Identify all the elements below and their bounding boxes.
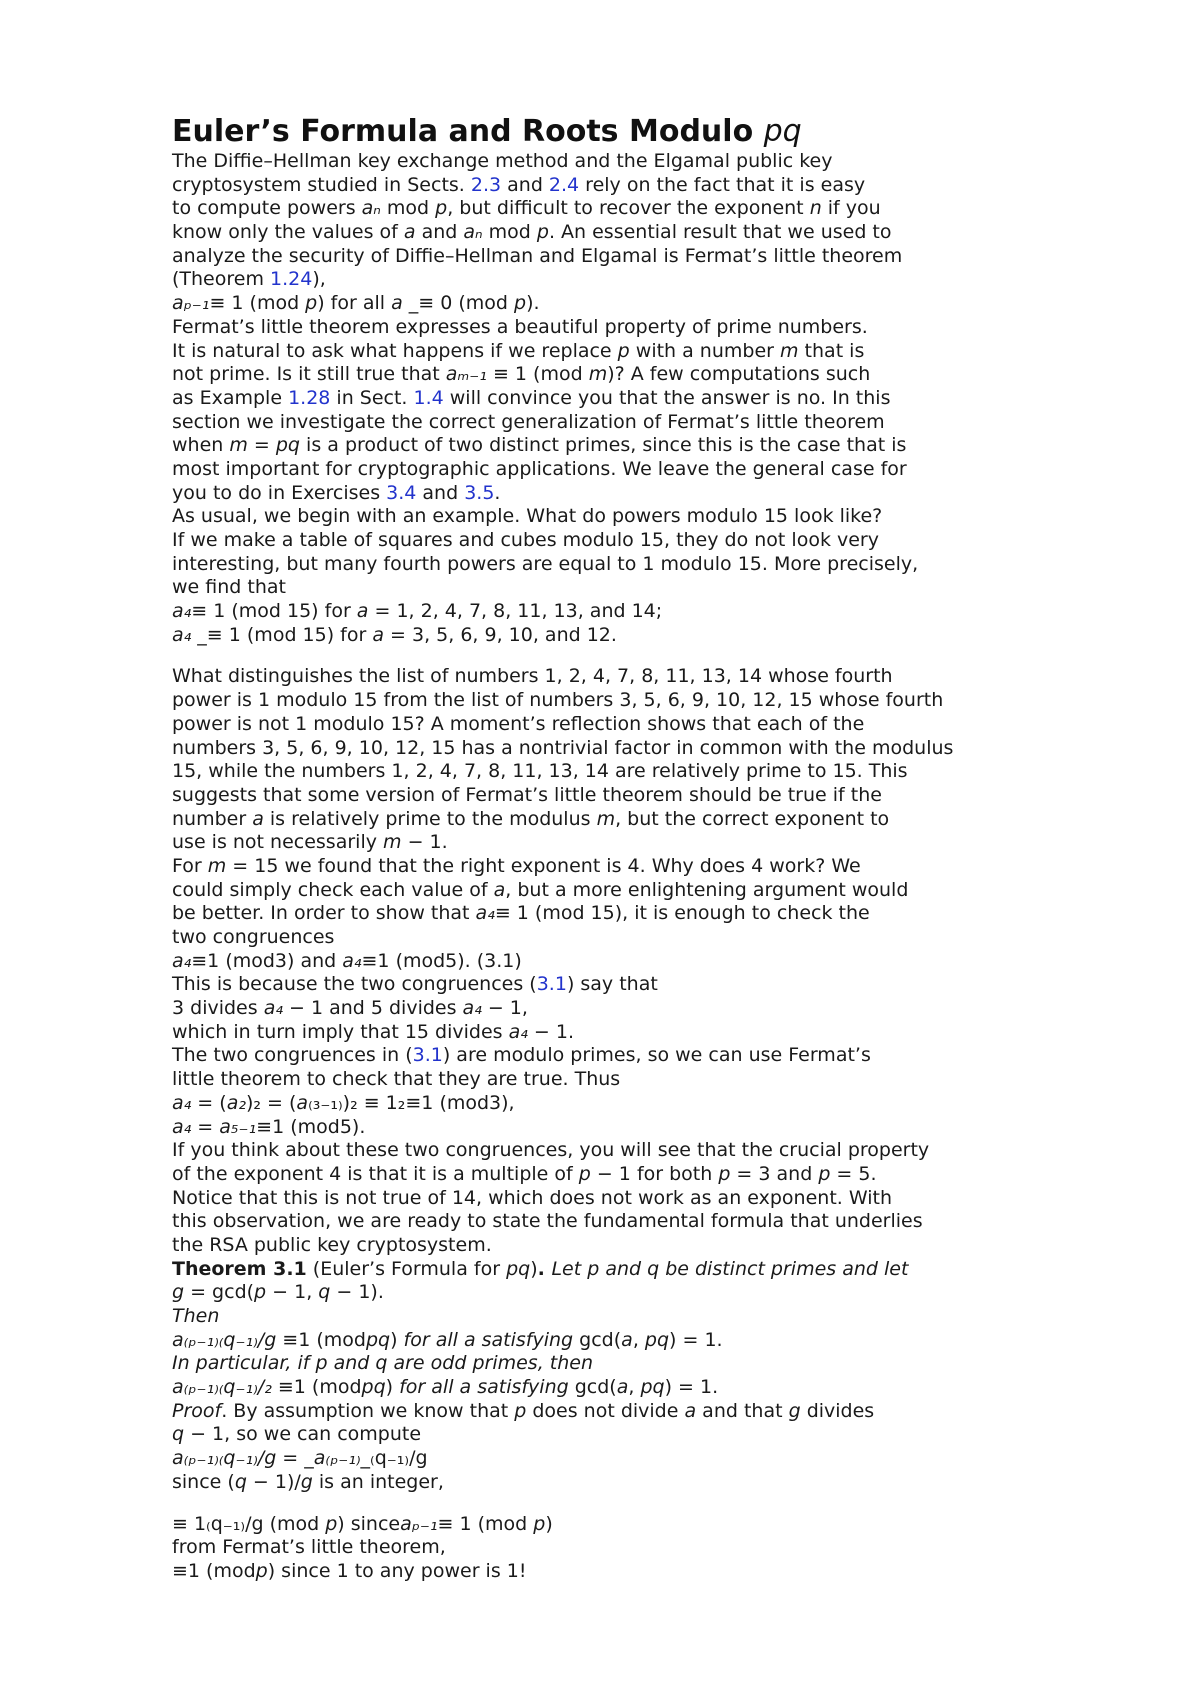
text-span: a₄ [342,949,362,972]
text-span: analyze the security of Diffie–Hellman and Elgamal is Fermat’s little theorem [172,244,903,267]
text-span: and [416,481,465,504]
text-span: a₄ [462,997,482,1020]
text-line [172,387,1072,411]
text-span: If we make a table of squares and cubes modulo 15, they do not look very [172,529,879,551]
text-span: ) since 1 to any power is 1! [267,1559,527,1582]
text-line [172,689,1072,713]
text-line [172,713,1072,737]
text-line [172,760,1072,784]
text-span: (Euler’s Formula for [306,1257,507,1280]
text-span: from Fermat’s little theorem, [172,1536,446,1559]
text-span: a [493,878,506,901]
text-span: = 3 and [730,1162,819,1185]
text-span: − 1. [527,1020,575,1043]
text-span: − 1). [330,1281,384,1304]
text-span: = [247,434,276,457]
text-span: power is not 1 modulo 15? A moment’s reflection shows that each of the [172,712,865,735]
text-span: ≡1 (mod5). (3.1) [361,949,522,972]
cross-reference-link[interactable]: 1.28 [288,386,331,409]
cross-reference-link[interactable]: 2.4 [548,173,580,196]
text-span: ) [530,1257,538,1280]
text-span: p [514,1399,527,1422]
text-span: ≡ 1 (mod [486,363,589,386]
text-span: a₍ₚ₋₁₎₍q₋₁₎/g [172,1328,277,1351]
text-span: q [318,1281,331,1304]
text-line [172,1258,1072,1282]
text-line [172,624,1072,648]
text-span: a₄ [172,949,192,972]
text-line [172,950,1072,974]
text-line [172,1163,1072,1187]
text-line [172,1536,1072,1560]
text-span: a [296,1091,309,1114]
text-span: − 1, [481,997,528,1020]
text-span: p [533,1512,546,1535]
text-span: aₘ₋₁ [445,363,487,386]
title-main: Euler’s Formula and Roots Modulo [172,114,754,149]
text-span: number [172,807,253,830]
text-span: m [207,854,227,877]
text-line [172,576,1072,600]
text-span: could simply check each value of [172,878,494,901]
text-line [172,1400,1072,1424]
text-span: a₍ₚ₋₁₎₍q₋₁₎/g [172,1447,277,1470]
text-span: a [621,1328,633,1351]
text-span: p [254,1281,267,1304]
text-span: q [172,1423,185,1446]
text-span: a₍ₚ₋₁₎₍q₋₁₎/₂ [172,1376,272,1399]
text-span: ) since [337,1512,401,1535]
cross-reference-link[interactable]: 3.1 [412,1044,443,1067]
text-span: little theorem to check that they are true. Thus [172,1068,621,1091]
text-span: numbers 3, 5, 6, 9, 10, 12, 15 has a nontrivial factor in common with the modulus [172,736,954,759]
text-span: m [780,339,799,362]
text-span: m [229,434,248,457]
text-span: ≡ 1 (mod [209,292,306,315]
text-span: ) [545,1512,553,1535]
text-line [172,1044,1072,1068]
text-span: − 1)/ [246,1470,301,1493]
text-span: , [632,1328,645,1351]
text-span: pq [365,1328,391,1351]
text-span: , but the correct exponent to [615,807,890,830]
text-span: p [325,1512,338,1535]
text-span: power is 1 modulo 15 from the list of numbers 3, 5, 6, 9, 10, 12, 15 whose fourth [172,689,944,712]
text-span: n [809,197,822,220]
text-span: ≡1 (mod5). [256,1115,366,1138]
text-line [172,926,1072,950]
text-span: − 1, so we can compute [184,1423,422,1446]
text-span: q [234,1470,247,1493]
text-span: a₅₋₁ [219,1115,257,1138]
text-span: Proof [172,1399,222,1422]
text-span: is an integer, [312,1470,444,1493]
text-span: ≡1 (mod [172,1559,256,1582]
text-line [172,1329,1072,1353]
text-line [172,737,1072,761]
text-line [172,340,1072,364]
text-line [172,1234,1072,1258]
text-line [172,1187,1072,1211]
text-span: and that [696,1399,789,1422]
text-span: pq [644,1328,670,1351]
text-span: . By assumption we know that [221,1399,515,1422]
text-span: will convince you that the answer is no. In this [443,386,891,409]
text-line [172,434,1072,458]
text-span: p [536,221,549,244]
text-span: for all a satisfying [399,1376,569,1399]
text-line [172,831,1072,855]
text-span: be better. In order to show that [172,902,476,925]
cross-reference-link[interactable]: 3.5 [464,481,495,504]
text-line [172,879,1072,903]
document-body [172,150,1072,1584]
text-span: = 15 we found that the right exponent is 4. Why does 4 work? We [226,854,861,877]
text-span: ≡1 (mod3) and [191,949,343,972]
text-line [172,1210,1072,1234]
text-span: a₄ [172,1091,192,1114]
text-span: the RSA public key cryptosystem. [172,1233,492,1256]
text-line [172,529,1072,553]
text-span: suggests that some version of Fermat’s little theorem should be true if the [172,783,882,806]
text-span: as Example [172,386,289,409]
text-span: ≡1 (mod [271,1376,362,1399]
title-italic: pq [763,114,802,149]
text-line [172,292,1072,316]
text-span: As usual, we begin with an example. What do powers modulo 15 look like? [172,505,883,528]
text-span: does not divide [526,1399,685,1422]
text-span: In particular, if p and q are odd primes, then [172,1352,593,1375]
text-span: you to do in Exercises [172,481,387,504]
text-span: aₚ₋₁ [400,1512,438,1535]
text-span: ≡ 1 (mod 15) for [191,600,357,623]
text-span: Let p and q be distinct primes and let [551,1257,909,1280]
text-span: m [596,807,616,830]
blank-line [172,647,1072,665]
text-span: a [403,221,416,244]
text-span: a₄ [508,1020,528,1043]
text-span: section we investigate the correct generalization of Fermat’s little theorem [172,410,885,433]
text-span: a₍ₚ₋₁₎ [313,1447,361,1470]
text-span: )? A few computations such [607,363,871,386]
text-span: = 5. [830,1162,877,1185]
text-span: a₄ [172,600,192,623]
text-span: not prime. Is it still true that [172,363,446,386]
text-span: = _ [276,1447,314,1470]
text-span: for all a satisfying [403,1328,574,1351]
text-line [172,197,1072,221]
text-span: Notice that this is not true of 14, which does not work as an exponent. With [172,1186,892,1209]
text-line [172,268,1072,292]
text-span: m [383,831,402,854]
text-span: p [617,339,630,362]
text-span: in Sect. [330,386,414,409]
text-span: of the exponent 4 is that it is a multiple of [172,1162,579,1185]
text-span: m [588,363,608,386]
text-span: _₍q₋₁₎/g [360,1447,428,1470]
text-span: ), [312,268,326,291]
text-line [172,1021,1072,1045]
text-span: p [305,292,318,315]
text-span: is a product of two distinct primes, since this is the case that is [300,434,907,457]
text-span: − 1. [401,831,448,854]
text-line [172,458,1072,482]
cross-reference-link[interactable]: 2.3 [470,173,502,196]
text-span: Then [172,1305,220,1327]
text-span: _≡ 0 (mod [402,292,515,315]
text-span: What distinguishes the list of numbers 1, 2, 4, 7, 8, 11, 13, 14 whose fourth [172,665,893,688]
text-line [172,150,1072,174]
text-line [172,665,1072,689]
text-span: since ( [172,1470,235,1493]
text-span: − 1 and 5 divides [282,997,463,1020]
text-span: and [415,221,464,244]
cross-reference-link[interactable]: 1.4 [413,386,444,409]
text-span: ) = 1. [669,1328,723,1351]
text-span: gcd( [573,1328,622,1351]
text-span: − 1 for both [590,1162,719,1185]
text-span: ≡ 1 (mod 15), it is enough to check the [494,902,870,925]
document-page [172,112,1072,1584]
page-title [172,112,1072,152]
text-span: aₙ [463,221,483,244]
blank-line [172,1495,1072,1513]
text-line [172,784,1072,808]
text-line [172,316,1072,340]
text-span: This is because the two congruences ( [172,973,537,996]
text-span: p [514,292,527,315]
text-span: Theorem 3.1 [172,1257,307,1280]
text-span: a [356,600,369,623]
text-span: ) are modulo primes, so we can use Fermat’s [442,1044,871,1067]
text-span: , but difficult to recover the exponent [447,197,810,220]
text-span: The two congruences in ( [172,1044,413,1067]
text-span: g [788,1399,801,1422]
text-span: a [684,1399,697,1422]
text-span: ≡ 1 (mod [437,1512,534,1535]
text-span: a [616,1376,629,1399]
text-span: = gcd( [184,1281,255,1304]
text-line [172,363,1072,387]
text-span: It is natural to ask what happens if we replace [172,339,618,362]
text-line [172,997,1072,1021]
text-span: For [172,854,208,877]
text-line [172,1281,1072,1305]
text-span: two congruences [172,926,335,948]
text-span: divides [800,1399,875,1422]
text-span: with a number [629,339,780,362]
text-span: = ( [191,1091,227,1114]
cross-reference-link[interactable]: 3.1 [536,973,567,996]
text-span: g [300,1470,313,1493]
text-span: to compute powers [172,197,362,220]
text-line [172,1560,1072,1584]
text-span: which in turn imply that 15 divides [172,1020,509,1043]
text-span: p [818,1162,831,1185]
text-span: pq [275,434,300,457]
text-line [172,174,1072,198]
text-span: most important for cryptographic applications. We leave the general case for [172,457,907,480]
text-span: . [494,481,501,504]
text-line [172,1068,1072,1092]
text-span: . An essential result that we used to [548,221,892,244]
text-line [172,1139,1072,1163]
text-line [172,902,1072,926]
text-line [172,1423,1072,1447]
text-line [172,973,1072,997]
text-span: cryptosystem studied in Sects. [172,173,471,196]
text-span: a₄ [263,997,283,1020]
text-span: − 1, [266,1281,319,1304]
text-span: ₍₃₋₁₎)₂ ≡ 1₂≡1 (mod3), [308,1091,515,1114]
text-span: pq [361,1376,386,1399]
text-line [172,482,1072,506]
text-span: aₚ₋₁ [172,292,210,315]
text-span: ) [385,1376,400,1399]
text-line [172,1513,1072,1537]
text-span: . [537,1257,552,1280]
text-line [172,1376,1072,1400]
text-span: a₄ [475,902,495,925]
text-span: (Theorem [172,268,271,291]
text-span: _≡ 1 (mod 15) for [191,623,373,646]
cross-reference-link[interactable]: 3.4 [386,481,417,504]
text-span: , but a more enlightening argument would [505,878,909,901]
text-line [172,1305,1072,1329]
text-span: is relatively prime to the modulus [263,807,597,830]
text-span: ) [390,1328,404,1351]
text-line [172,1447,1072,1471]
text-span: we find that [172,576,286,599]
text-span: p [578,1162,591,1185]
text-line [172,1092,1072,1116]
text-span: pq [640,1376,665,1399]
text-span: ) = 1. [664,1376,719,1399]
text-span: p [718,1162,731,1185]
text-line [172,221,1072,245]
text-span: when [172,434,230,457]
text-span: 3 divides [172,997,264,1020]
text-span: ≡1 (mod [276,1328,366,1351]
text-span: )₂ = ( [245,1091,297,1114]
text-span: = [191,1115,220,1138]
cross-reference-link[interactable]: 1.24 [270,268,313,291]
text-span: a [252,807,264,830]
text-span: this observation, we are ready to state the fundamental formula that underlies [172,1210,923,1233]
text-span: know only the values of [172,221,404,244]
text-span: use is not necessarily [172,831,384,854]
text-line [172,505,1072,529]
text-line [172,1471,1072,1495]
text-span: mod [482,221,537,244]
text-span: ). [526,292,540,315]
text-line [172,553,1072,577]
text-span: aₙ [361,197,381,220]
text-line [172,411,1072,435]
text-span: , [628,1376,641,1399]
text-span: Fermat’s little theorem expresses a beautiful property of prime numbers. [172,315,868,338]
text-span: a [372,623,384,646]
text-span: that is [798,339,865,362]
text-span: a₂ [226,1091,246,1114]
text-span: a₄ [172,623,192,646]
text-span: interesting, but many fourth powers are equal to 1 modulo 15. More precisely, [172,552,919,575]
text-span: 15, while the numbers 1, 2, 4, 7, 8, 11, 13, 14 are relatively prime to 15. This [172,760,908,783]
text-span: if you [821,197,881,220]
text-span: If you think about these two congruences, you will see that the crucial property [172,1139,930,1162]
text-span: = 1, 2, 4, 7, 8, 11, 13, and 14; [368,600,663,623]
text-span: gcd( [568,1376,617,1399]
text-span: ≡ 1₍q₋₁₎/g (mod [172,1512,326,1535]
text-line [172,1116,1072,1140]
text-span: The Diffie–Hellman key exchange method and the Elgamal public key [172,150,833,172]
text-span: pq [506,1257,531,1280]
text-line [172,808,1072,832]
text-span: a₄ [172,1115,192,1138]
text-span: rely on the fact that it is easy [579,173,866,196]
text-line [172,855,1072,879]
text-span: p [435,197,448,220]
text-span: = 3, 5, 6, 9, 10, and 12. [384,623,617,646]
text-line [172,600,1072,624]
text-span: mod [380,197,436,220]
text-line [172,245,1072,269]
text-span: a [391,292,403,315]
text-span: g [172,1281,185,1304]
text-span: and [501,173,549,196]
text-span: p [255,1559,268,1582]
text-span: ) say that [566,973,658,996]
text-span: ) for all [317,292,392,315]
text-line [172,1352,1072,1376]
